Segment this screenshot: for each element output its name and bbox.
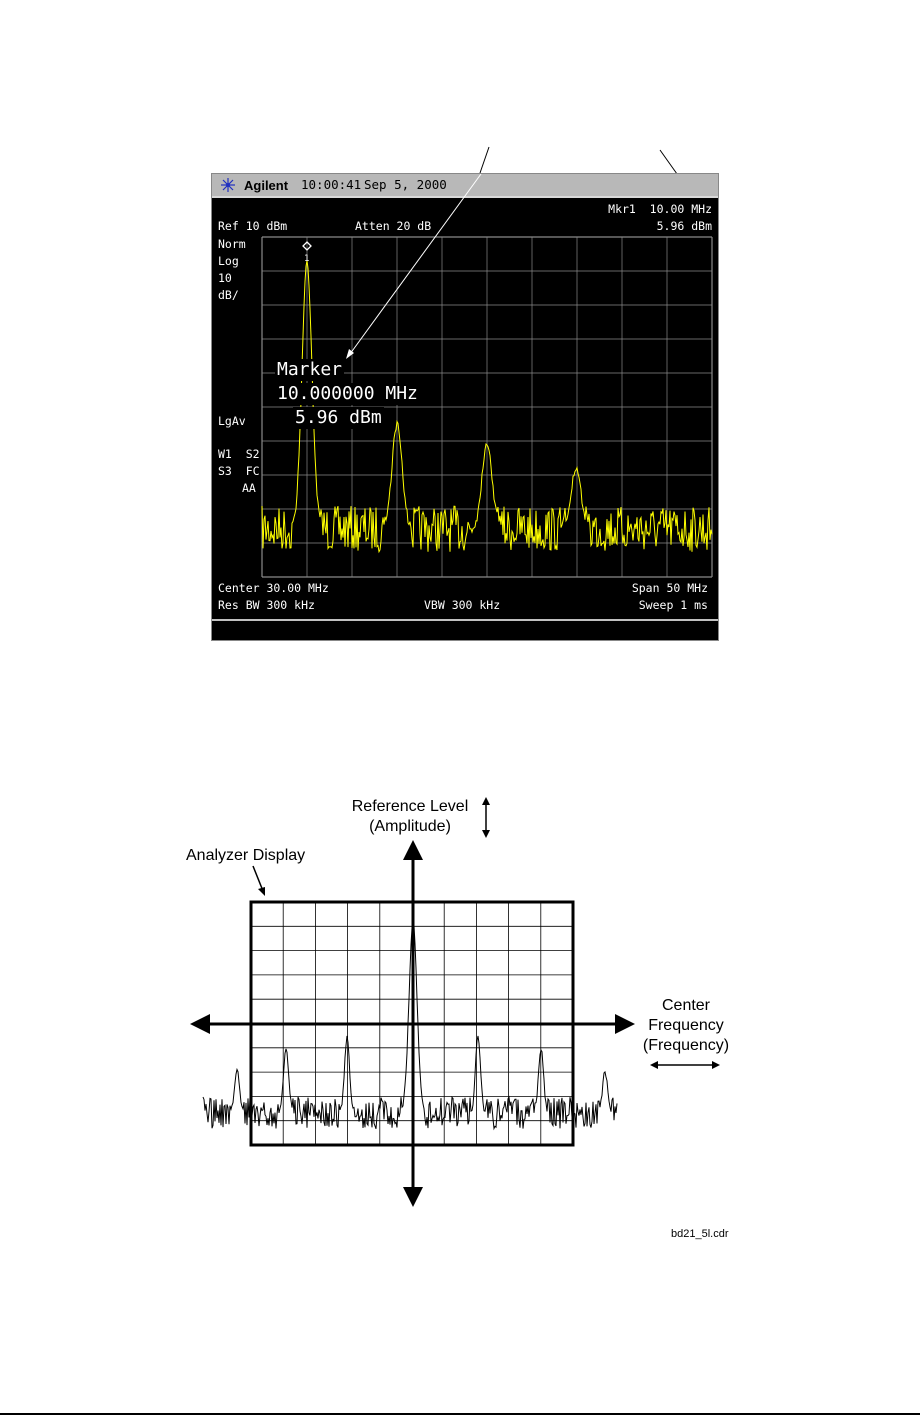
brand-name: Agilent (244, 178, 289, 193)
scale-type-label: Log (218, 254, 239, 268)
center-frequency-double-arrow-icon (650, 1061, 720, 1069)
attenuation-readout: Atten 20 dB (355, 219, 432, 233)
file-caption: bd21_5l.cdr (671, 1228, 729, 1240)
trace-status-s3fc: S3 FC (218, 464, 260, 478)
center-frequency-readout: Center 30.00 MHz (218, 581, 329, 595)
diagram-trace (203, 923, 617, 1129)
amplitude-axis-arrow (403, 840, 423, 1207)
analyzer-display-pointer-arrow (253, 866, 265, 896)
reference-level-label: Reference Level (351, 798, 469, 815)
center-label: Center (661, 997, 711, 1014)
clock-time: 10:00:41 (301, 177, 362, 192)
clock-date: Sep 5, 2000 (364, 177, 447, 192)
marker-callout-arrow (480, 147, 489, 173)
marker-readout-frequency: Mkr1 10.00 MHz (608, 202, 712, 216)
trace-status-aa: AA (242, 481, 256, 495)
marker-amplitude-label: 5.96 dBm (295, 407, 382, 428)
sweep-time-readout: Sweep 1 ms (638, 598, 708, 612)
frequency-axis-arrow (190, 1014, 635, 1034)
marker-readout-amplitude: 5.96 dBm (656, 219, 712, 233)
averaging-label: LgAv (218, 414, 246, 428)
page-bottom-rule (0, 1413, 920, 1415)
scale-unit-label: dB/ (218, 288, 239, 302)
marker-frequency-label: 10.000000 MHz (277, 383, 418, 404)
analyzer-display-label: Analyzer Display (186, 847, 306, 864)
graticule (212, 174, 719, 641)
diagram-grid (251, 902, 573, 1145)
trace-status-w1s2: W1 S2 (218, 447, 260, 461)
diagram-display-frame (251, 902, 573, 1145)
detector-mode-label: Norm (218, 237, 246, 251)
marker-title-label: Marker (277, 359, 343, 380)
frequency-paren-label: (Frequency) (642, 1037, 730, 1054)
amplitude-label: (Amplitude) (369, 818, 451, 835)
video-bandwidth-readout: VBW 300 kHz (424, 598, 501, 612)
status-bar (212, 619, 718, 641)
marker-callout-arrow-inner (346, 174, 481, 359)
scale-value-label: 10 (218, 271, 232, 285)
reference-level-readout: Ref 10 dBm (218, 219, 288, 233)
frequency-label: Frequency (648, 1017, 724, 1034)
marker-number-label: 1 (304, 254, 310, 264)
spectrum-analyzer-screen (211, 173, 719, 641)
span-readout: Span 50 MHz (631, 581, 708, 595)
resolution-bandwidth-readout: Res BW 300 kHz (218, 598, 315, 612)
